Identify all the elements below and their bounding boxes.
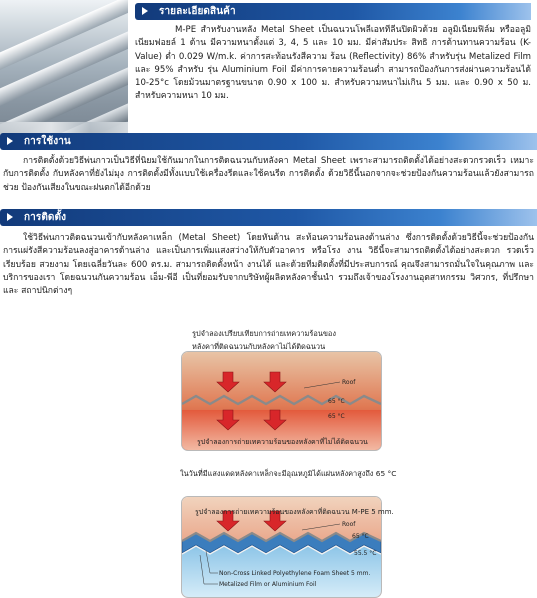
diagram-uninsulated-roof	[181, 351, 382, 451]
diagram1-caption: รูปจำลองการถ่ายเทความร้อนของหลังคาที่ไม่ได้ติดฉนวน	[197, 438, 368, 446]
temp-top-label: 65 °C	[352, 533, 369, 540]
temp-top-label: 65 °C	[328, 398, 345, 405]
section-header-usage	[0, 133, 537, 150]
product-details-title: รายละเอียดสินค้า	[159, 6, 236, 17]
section-header-installation	[0, 209, 537, 226]
arrow-right-icon	[7, 213, 13, 221]
usage-text: การติดตั้งด้วยวิธีพ่นกาวเป็นวิธีที่นิยมใช้กันมากในการติดฉนวนกับหลังคา Metal Sheet เพราะสามารถติดตั้งได้อย่างสะดวกรวดเร็ว เหมาะกับการติดตั้ง กับหลังคาที่ยังไม่มุง การติดตั้งมีทั้งแบบใช้เครื่องรีดและใช้คนรีด การติดตั้ง ด้วยวิธีนี้นอกจากจะช่วยป้องกันความร้อนแล้วยังสามารถช่วย ป้องกันเสียงในขณะฝนตกได้อีกด้วย	[3, 156, 534, 193]
figure-caption-line1: รูปจำลองเปรียบเทียบการถ่ายเทความร้อนของ	[192, 329, 336, 338]
roof-label: Roof	[342, 379, 356, 386]
section-header-product-details	[135, 3, 531, 20]
installation-text: ใช้วิธีพ่นกาวติดฉนวนเข้ากับหลังคาเหล็ก (Metal Sheet) โดยหันด้าน สะท้อนความร้อนลงด้านล่าง ซึ่งการติดตั้งด้วยวิธีนี้จะช่วยป้องกันการแผ่รังสีความร้อนลงสู่อาคารด้านล่าง และเป็นการเพิ่มแสงสว่างให้กับตัวอาคาร หรือโรง งาน วิธีนี้จะสามารถติดตั้งได้อย่างสะดวก รวดเร็ว เรียบร้อย สวยงาม โดยเฉลี่ยวันละ 600 ตร.ม. สามารถติดตั้งหน้า งานได้ และด้วยทีมติดตั้งที่มีประสบการณ์ คุณจึงสามารถมั่นใจในคุณภาพ และบริการของเรา โดยฉนวนกันความร้อน เอ็ม-พีอี เป็นที่ยอมรับจากบริษัทผู้ผลิตหลังคาชั้นนำ รวมถึงเจ้าของโรงงานอุตสาหกรรม วิศวกร, ที่ปรึกษา และ สถาปนิกต่างๆ	[3, 233, 534, 297]
usage-title: การใช้งาน	[24, 136, 71, 147]
figure-caption-middle: ในวันที่มีแสงแดดหลังคาเหล็กจะมีอุณหภูมิได้แผ่นหลังคาสูงถึง 65 °C	[180, 469, 397, 478]
roof-label: Roof	[342, 521, 356, 528]
diagram2-caption: รูปจำลองการถ่ายเทความร้อนของหลังคาที่ติดฉนวน M-PE 5 mm.	[195, 508, 394, 516]
temp-bottom-label: 55.5 °C	[354, 550, 377, 557]
temp-bottom-label: 65 °C	[328, 413, 345, 420]
product-details-text: M-PE สำหรับงานหลัง Metal Sheet เป็นฉนวนโพลีเอททีลีนปิดผิวด้วย อลูมิเนียมฟิล์ม หรืออลูมิเนียมฟอยล์ 1 ด้าน มีความหนาตั้งแต่ 3, 4, 5 และ 10 มม. มีค่าสัมประ สิทธิ การต้านทานความร้อน (K-Value) ต่ำ 0.029 W/m.k. ค่าการสะท้อนรังสีความ ร้อน (Reflectivity) 86% สำหรับรุ่น Metalized Film และ 95% สำหรับ รุ่น Aluminium Foil มีค่าการคายความร้อนต่ำ สามารถป้องกันการส่งผ่านความร้อนได้ 10-25°c โดยม้วนมาตรฐานขนาด 0.90 x 100 ม. สำหรับความหนาไม่เกิน 5 มม. และ 0.90 x 50 ม. สำหรับความหนา 10 มม.	[135, 25, 531, 102]
arrow-right-icon	[142, 7, 148, 15]
figure-caption-line2: หลังคาที่ติดฉนวนกับหลังคาไม่ได้ติดฉนวน	[192, 342, 326, 351]
foam-label: Non-Cross Linked Polyethylene Foam Sheet 5 mm.	[219, 570, 371, 577]
product-photo	[0, 0, 128, 148]
installation-title: การติดตั้ง	[24, 212, 67, 223]
film-label: Metalized Film or Aluminium Foil	[219, 581, 317, 588]
arrow-right-icon	[7, 137, 13, 145]
